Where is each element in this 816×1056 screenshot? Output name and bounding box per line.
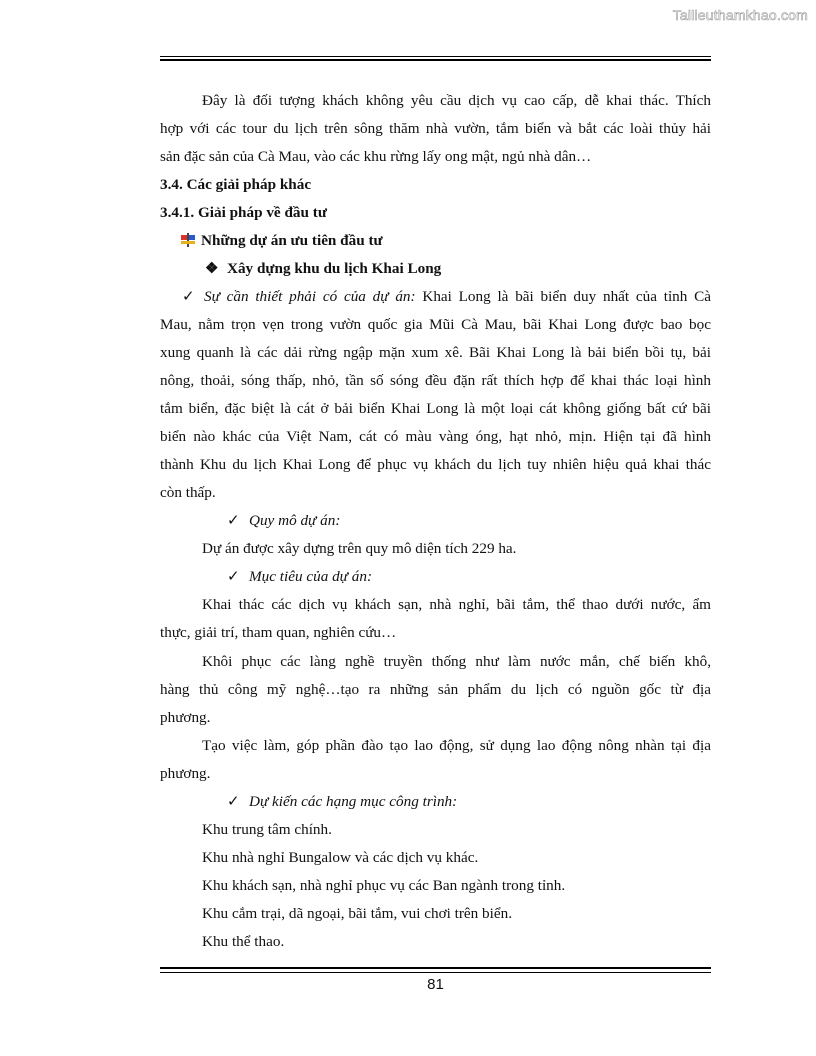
priority-heading (181, 231, 711, 251)
paragraph-line: nông, thoải, sóng thấp, nhỏ, tần số sóng đều đặn rất thích hợp để khai thác loại hình (160, 372, 711, 389)
flag-bullet-icon (181, 233, 195, 247)
paragraph-line: phương. (160, 765, 211, 782)
works-heading (227, 792, 711, 812)
list-item: Khu cắm trại, dã ngoại, bãi tắm, vui chơi trên biển. (202, 905, 513, 922)
paragraph-line: tắm biển, đặc biệt là cát ở bải biển Khai Long là một loại cát không giống bất cứ bãi (160, 400, 711, 417)
list-item: Khu thể thao. (202, 933, 285, 950)
paragraph-line: xung quanh là các dải rừng ngập mặn xum xê. Bãi Khai Long là bải biển bồi tụ, bải (160, 344, 711, 361)
diamond-bullet-icon: ❖ (205, 260, 219, 277)
footer-rule-thin (160, 972, 711, 973)
necessity-text: Khai Long là bãi biển duy nhất của tỉnh Cà (415, 288, 712, 305)
paragraph-line: Khôi phục các làng nghề truyền thống như làm nước mắn, chế biến khô, (202, 653, 711, 670)
page-number: 81 (427, 976, 444, 993)
paragraph-line: Đây là đối tượng khách không yêu cầu dịch vụ cao cấp, dễ khai thác. Thích (202, 92, 711, 109)
scale-heading (227, 511, 711, 531)
goals-heading (227, 567, 711, 587)
scale-text: Dự án được xây dựng trên quy mô diện tích 229 ha. (202, 540, 517, 557)
paragraph-line: còn thấp. (160, 484, 216, 501)
paragraph-line: Khai thác các dịch vụ khách sạn, nhà nghỉ, bãi tắm, thể thao dưới nước, ẩm (202, 596, 711, 613)
checkmark-icon: ✓ (227, 793, 240, 810)
checkmark-icon: ✓ (227, 512, 240, 529)
subsection-heading: 3.4.1. Giải pháp về đầu tư (160, 204, 327, 221)
paragraph-line: thực, giải trí, tham quan, nghiên cứu… (160, 624, 397, 641)
necessity-label: Sự cần thiết phải có của dự án: (204, 288, 416, 305)
paragraph-line: Tạo việc làm, góp phần đào tạo lao động, sử dụng lao động nông nhàn tại địa (202, 737, 711, 754)
header-rule-thick (160, 59, 711, 61)
paragraph-line: Mau, nằm trọn vẹn trong vườn quốc gia Mũi Cà Mau, bãi Khai Long được bao bọc (160, 316, 711, 333)
necessity-line (182, 287, 711, 307)
scale-label: Quy mô dự án: (249, 512, 341, 529)
paragraph-line: phương. (160, 709, 211, 726)
goals-label: Mục tiêu của dự án: (249, 568, 372, 585)
header-rule-thin (160, 56, 711, 57)
list-item: Khu trung tâm chính. (202, 821, 332, 838)
checkmark-icon: ✓ (182, 288, 195, 305)
checkmark-icon: ✓ (227, 568, 240, 585)
paragraph-line: thành Khu du lịch Khai Long để phục vụ khách du lịch tuy nhiên hiệu quả khai thác (160, 456, 711, 473)
paragraph-line: hàng thủ công mỹ nghệ…tạo ra những sản phẩm du lịch có nguồn gốc từ địa (160, 681, 711, 698)
list-item: Khu nhà nghỉ Bungalow và các dịch vụ khác. (202, 849, 479, 866)
priority-heading-text: Những dự án ưu tiên đầu tư (201, 232, 383, 249)
watermark: Tailieuthamkhao.com (672, 7, 808, 23)
footer-rule-thick (160, 967, 711, 969)
paragraph-line: hợp với các tour du lịch trên sông thăm nhà vườn, tắm biển và bắt các loài thủy hải (160, 120, 711, 137)
project-heading-text: Xây dựng khu du lịch Khai Long (227, 260, 442, 277)
list-item: Khu khách sạn, nhà nghỉ phục vụ các Ban ngành trong tỉnh. (202, 877, 566, 894)
section-heading: 3.4. Các giải pháp khác (160, 176, 312, 193)
project-heading (205, 259, 711, 279)
paragraph-line: sản đặc sản của Cà Mau, vào các khu rừng lấy ong mật, ngủ nhà dân… (160, 148, 592, 165)
works-label: Dự kiến các hạng mục công trình: (249, 793, 458, 810)
paragraph-line: biển nào khác của Việt Nam, cát có màu vàng óng, hạt nhỏ, mịn. Hiện tại đã hình (160, 428, 711, 445)
